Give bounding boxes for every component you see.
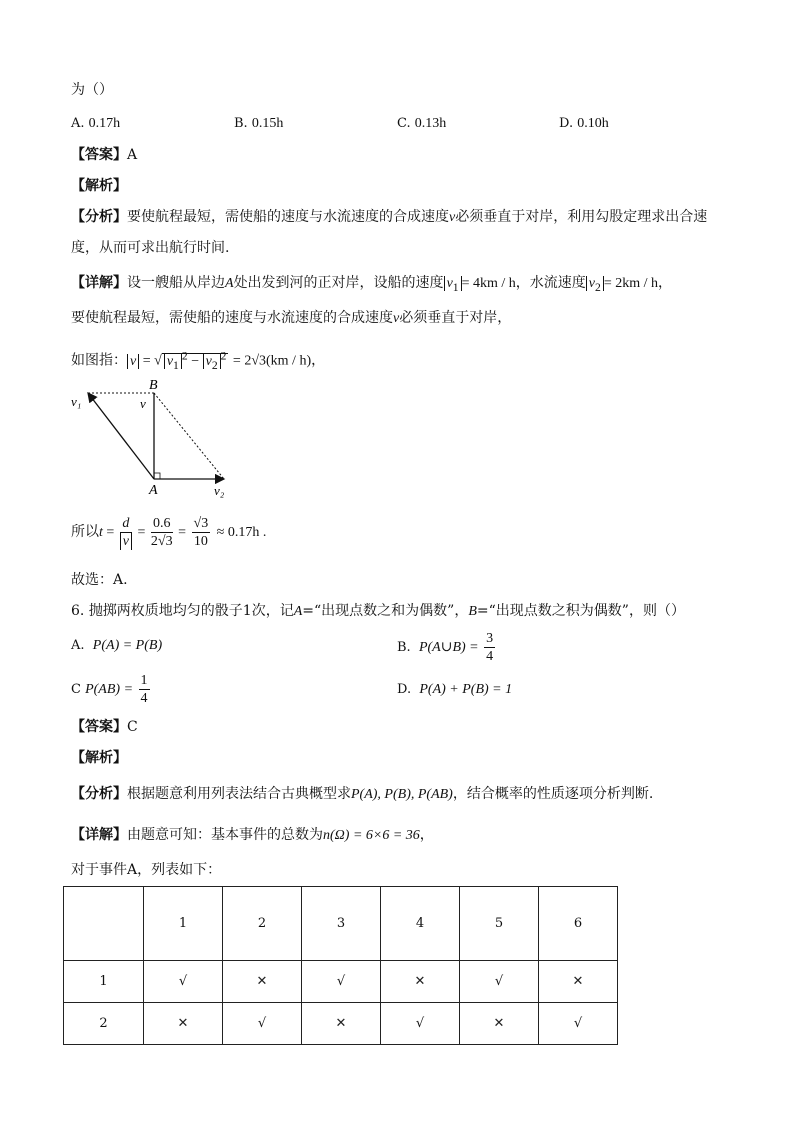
- detail-end: ，: [419, 827, 434, 843]
- q5-option-a: [71, 114, 120, 134]
- option-text: P(A) = P(B): [92, 638, 163, 653]
- detail-text: 由题意可知：基本事件的总数为: [127, 827, 323, 843]
- question-number: 6.: [71, 603, 85, 619]
- q6-analysis-tag: [71, 748, 127, 768]
- time-result: ≈ 0.17h .: [216, 525, 267, 540]
- q5-time-formula: 所以t = $\frac{d}{v}$ = $\frac{0.6}{2√3}$ = $\frac{√3}{10}$ ≈ 0.17h .: [71, 515, 267, 549]
- q6-table-intro: 对于事件A，列表如下：: [71, 862, 222, 878]
- option-label: B.: [397, 640, 411, 655]
- option-label: D.: [397, 682, 412, 697]
- table-header-cell: 2: [223, 887, 302, 961]
- analysis-head: 【分析】: [71, 209, 127, 225]
- option-text: 0.17h: [88, 116, 121, 131]
- analysis-text-end: 必须垂直于对岸，利用勾股定理求出合速: [455, 209, 708, 225]
- figure-result: = 2√3(km / h): [232, 353, 312, 369]
- q5-option-d: [559, 114, 609, 134]
- detail-head: 【详解】: [71, 827, 127, 843]
- fraction-denominator: 4: [140, 691, 148, 706]
- q5-answer: [71, 145, 137, 165]
- table-header-cell: 3: [302, 887, 381, 961]
- detail-head: 【详解】: [71, 275, 127, 291]
- detail-text: 设一艘船从岸边: [127, 275, 225, 291]
- option-label: D.: [559, 116, 574, 131]
- label-b: B: [149, 378, 158, 393]
- label-v2: v₂: [214, 483, 225, 498]
- table-cell: √: [539, 1003, 618, 1045]
- fraction-denominator: 4: [486, 649, 494, 664]
- answer-tag: 【答案】: [71, 719, 127, 735]
- label-v: v: [140, 396, 146, 411]
- label-a: A: [149, 483, 158, 498]
- option-fraction: [139, 672, 150, 707]
- right-angle-mark: [154, 473, 160, 479]
- option-label: A.: [71, 116, 85, 131]
- analysis-text: 要使航程最短，需使船的速度与水流速度的合成速度: [127, 209, 449, 225]
- option-label: A.: [71, 638, 85, 653]
- v2-magnitude: $v_2$: [586, 276, 604, 291]
- v-magnitude: v: [127, 354, 139, 369]
- option-label: C: [71, 682, 81, 697]
- fraction-numerator: √3: [193, 515, 209, 531]
- detail-text: 要使航程最短，需使船的速度与水流速度的合成速度: [71, 310, 393, 326]
- answer-tag: 【答案】: [71, 147, 127, 163]
- event-b-symbol: B: [468, 604, 477, 619]
- table-cell: ✕: [381, 961, 460, 1003]
- fraction-0.6-over-2root3: [151, 515, 173, 550]
- q6-option-b: [397, 630, 497, 666]
- v1-value: = 4km / h: [461, 276, 516, 291]
- option-fraction: [484, 630, 495, 665]
- analysis-text-end: ，结合概率的性质逐项分析判断.: [452, 786, 654, 802]
- analysis-tag: 【解析】: [71, 750, 127, 766]
- q5-stem-tail: 为（）: [71, 82, 113, 98]
- fraction-d-over-v: [120, 515, 132, 550]
- option-text: P(A) + P(B) = 1: [419, 682, 513, 697]
- q6-analysis-line: [71, 784, 653, 805]
- event-b-desc: =“出现点数之积为偶数”，则（）: [476, 603, 685, 619]
- detail-text: 必须垂直于对岸，: [399, 310, 512, 326]
- v1-magnitude: $v_1$: [444, 276, 462, 291]
- option-text: P(A∪B) =: [418, 640, 483, 655]
- fraction-denominator: 10: [193, 533, 208, 549]
- vector-v-symbol: v: [449, 210, 456, 225]
- detail-text: ，水流速度: [515, 275, 586, 291]
- table-header-row: [64, 887, 618, 961]
- table-row-label: 2: [64, 1003, 144, 1045]
- vector-diagram: [66, 376, 246, 502]
- q5-detail-line2: [71, 308, 511, 329]
- q5-analysis-tag: [71, 176, 127, 196]
- table-header-cell: [64, 887, 144, 961]
- detail-text: ，: [658, 275, 673, 291]
- vector-v-symbol: v: [393, 311, 400, 326]
- table-cell: ✕: [539, 961, 618, 1003]
- dashed-diagonal-line: [154, 393, 224, 479]
- table-row: [64, 1003, 618, 1045]
- analysis-head: 【分析】: [71, 786, 127, 802]
- figure-intro: 如图指：: [71, 352, 127, 369]
- table-header-cell: 5: [460, 887, 539, 961]
- table-cell: √: [144, 961, 223, 1003]
- table-cell: √: [223, 1003, 302, 1045]
- table-cell: √: [302, 961, 381, 1003]
- time-variable: t: [99, 525, 103, 540]
- table-header-cell: 6: [539, 887, 618, 961]
- analysis-probabilities: P(A), P(B), P(AB): [351, 787, 453, 802]
- table-cell: ✕: [223, 961, 302, 1003]
- v2-value: = 2km / h: [603, 276, 659, 291]
- time-prefix: 所以: [71, 524, 99, 540]
- table-cell: ✕: [460, 1003, 539, 1045]
- q5-option-c: [397, 114, 446, 134]
- analysis-tag: 【解析】: [71, 178, 127, 194]
- table-header-cell: 4: [381, 887, 460, 961]
- sqrt-expression: $v_1^2 - v_2^2$: [162, 353, 229, 369]
- table-row: [64, 961, 618, 1003]
- q5-choice: 故选：A.: [71, 572, 128, 588]
- q6-option-d: [397, 680, 512, 700]
- option-text: 0.15h: [251, 116, 284, 131]
- label-v1: v₁: [71, 394, 82, 409]
- q6-detail-line: [71, 825, 434, 846]
- detail-text: 处出发到河的正对岸，设船的速度: [233, 275, 444, 291]
- table-cell: √: [381, 1003, 460, 1045]
- q6-answer: [71, 717, 138, 737]
- analysis-text: 根据题意利用列表法结合古典概型求: [127, 786, 351, 802]
- answer-value: C: [127, 719, 138, 735]
- table-cell: ✕: [144, 1003, 223, 1045]
- fraction-numerator: 1: [140, 673, 148, 688]
- event-a-table: [63, 886, 618, 1045]
- point-a-symbol: A: [225, 276, 234, 291]
- table-cell: √: [460, 961, 539, 1003]
- table-row-label: 1: [64, 961, 144, 1003]
- option-text: 0.10h: [577, 116, 609, 131]
- table-cell: ✕: [302, 1003, 381, 1045]
- q6-stem: [71, 601, 685, 622]
- option-label: B.: [234, 116, 248, 131]
- fraction-root3-over-10: [192, 515, 211, 550]
- q5-figure-formula: 如图指： v = √ $v_1^2 - v_2^2 = 2√3(km / h)$，: [71, 349, 326, 372]
- fraction-numerator: 0.6: [151, 515, 173, 533]
- fraction-denominator: 2√3: [150, 533, 173, 549]
- answer-value: A: [127, 147, 138, 163]
- option-text: 0.13h: [414, 116, 447, 131]
- event-a-symbol: A: [293, 604, 303, 619]
- q5-analysis-line1: [71, 207, 707, 228]
- q5-option-b: [234, 114, 283, 134]
- q5-detail-line1: [71, 273, 672, 298]
- fraction-denominator: v: [120, 533, 132, 550]
- q5-analysis-line2: 度，从而可求出航行时间.: [71, 240, 230, 256]
- event-a-desc: =“出现点数之和为偶数”，: [302, 603, 469, 619]
- option-label: C.: [397, 116, 411, 131]
- option-text: P(AB) =: [85, 682, 137, 697]
- table-header-cell: 1: [144, 887, 223, 961]
- fraction-numerator: d: [120, 515, 132, 533]
- q6-option-a: [71, 636, 162, 656]
- q6-option-c: [71, 672, 152, 708]
- question-text: 抛掷两枚质地均匀的骰子1次，记: [88, 603, 294, 619]
- detail-formula: n(Ω) = 6×6 = 36: [323, 828, 420, 843]
- fraction-numerator: 3: [486, 631, 494, 646]
